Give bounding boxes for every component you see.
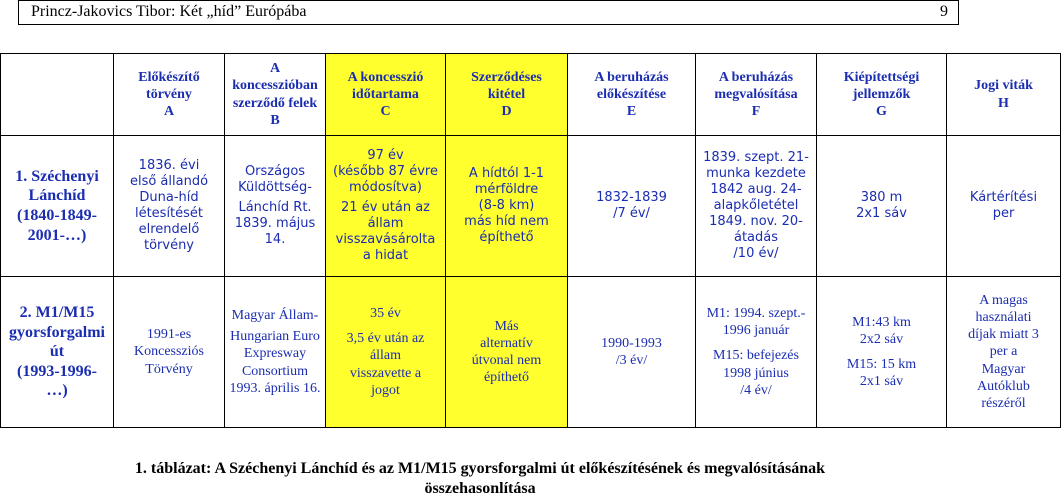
cell-line: szerződő felek bbox=[232, 95, 318, 111]
column-header bbox=[817, 54, 947, 136]
cell-line: 2x1 sáv bbox=[859, 374, 904, 390]
cell-gap bbox=[698, 339, 814, 347]
cell-line: Lánchíd Rt. bbox=[238, 200, 312, 216]
cell-line: kitétel bbox=[487, 86, 526, 102]
cell-line: 380 m bbox=[860, 190, 903, 206]
table-cell bbox=[114, 136, 225, 277]
cell-line: állam bbox=[367, 215, 404, 231]
cell-line: jellemzők bbox=[852, 86, 911, 102]
table-cell bbox=[225, 136, 326, 277]
cell-line: Magyar Állam- bbox=[231, 308, 319, 324]
cell-line: B bbox=[270, 112, 280, 128]
cell-line: más híd nem bbox=[464, 213, 549, 229]
cell-line: F bbox=[751, 104, 761, 120]
cell-line: /3 év/ bbox=[615, 353, 648, 368]
comparison-table bbox=[0, 53, 1061, 428]
cell-line: 1839. május 14. bbox=[234, 215, 316, 247]
cell-line: Magyar bbox=[981, 361, 1026, 377]
cell-line: 1990-1993 bbox=[601, 335, 662, 351]
cell-line: módosítva) bbox=[348, 180, 423, 196]
column-header bbox=[568, 54, 696, 136]
cell-line: 2. M1/M15 bbox=[19, 304, 95, 322]
header-title: Princz-Jakovics Tibor: Két „híd” Európába bbox=[31, 3, 307, 20]
table-row bbox=[1, 277, 1061, 428]
cell-line: Előkészítő bbox=[138, 69, 200, 85]
cell-line: megvalósítása bbox=[714, 86, 798, 102]
table-cell bbox=[326, 136, 446, 277]
cell-line: 2x1 sáv bbox=[856, 206, 907, 221]
cell-line: első állandó bbox=[129, 174, 209, 190]
cell-line: törvény bbox=[146, 86, 192, 102]
cell-line: 2x2 sáv bbox=[859, 331, 904, 347]
cell-line: E bbox=[626, 104, 637, 120]
cell-line: M15: 15 km bbox=[846, 357, 917, 372]
cell-line: per a bbox=[989, 344, 1018, 360]
table-row bbox=[1, 136, 1061, 277]
column-header bbox=[947, 54, 1061, 136]
cell-line: G bbox=[876, 104, 887, 120]
cell-line: 1832-1839 bbox=[596, 190, 667, 206]
caption-line: 1. táblázat: A Széchenyi Lánchíd és az M1/M15 gyorsforgalmi út előkészítésének és megvalósításának bbox=[134, 460, 826, 477]
cell-line: 1849. nov. 20- bbox=[709, 213, 803, 229]
cell-line: M1: 1994. szept.- bbox=[706, 306, 806, 322]
cell-line: H bbox=[998, 95, 1009, 111]
cell-line: építhető bbox=[479, 229, 534, 245]
row-label bbox=[1, 136, 114, 277]
cell-line: /10 év/ bbox=[733, 245, 779, 261]
cell-line: út bbox=[49, 343, 65, 361]
cell-line: útvonal nem bbox=[471, 353, 542, 368]
cell-line: 35 év bbox=[370, 306, 401, 322]
cell-line: 1998 június bbox=[723, 365, 789, 381]
cell-line: jogot bbox=[371, 382, 400, 398]
cell-line: Hungarian Euro bbox=[230, 329, 320, 345]
column-header bbox=[225, 54, 326, 136]
table-cell bbox=[446, 136, 568, 277]
cell-line: 1839. szept. 21- bbox=[703, 150, 809, 166]
row-label bbox=[1, 277, 114, 428]
cell-line: elrendelő bbox=[138, 221, 200, 237]
cell-line: Kártérítési bbox=[969, 190, 1038, 206]
column-header bbox=[114, 54, 225, 136]
cell-line: /7 év/ bbox=[613, 206, 650, 221]
caption-line: összehasonlítása bbox=[424, 479, 536, 497]
cell-line: (később 87 évre bbox=[333, 164, 438, 180]
cell-line: Küldöttség- bbox=[238, 180, 312, 196]
cell-line: A koncesszió bbox=[347, 69, 424, 85]
cell-line: …) bbox=[46, 382, 68, 400]
cell-line: Koncessziós bbox=[134, 344, 204, 360]
cell-line: M1:43 km bbox=[852, 314, 911, 330]
cell-line: Consortium bbox=[241, 363, 309, 379]
table-cell bbox=[446, 277, 568, 428]
cell-gap bbox=[819, 348, 944, 356]
cell-line: Jogi viták bbox=[974, 78, 1033, 94]
table-cell bbox=[817, 277, 947, 428]
cell-line: alternatív bbox=[480, 335, 533, 351]
cell-line: előkészítése bbox=[596, 86, 667, 102]
page-number: 9 bbox=[940, 3, 948, 20]
cell-gap bbox=[328, 322, 443, 330]
column-header bbox=[326, 54, 446, 136]
cell-line: részéről bbox=[981, 395, 1026, 411]
cell-line: állam bbox=[369, 348, 402, 364]
table-cell bbox=[947, 277, 1061, 428]
table-cell bbox=[947, 136, 1061, 277]
cell-line: (1993-1996- bbox=[17, 362, 97, 380]
cell-line: /4 év/ bbox=[740, 382, 772, 398]
cell-line: A magas bbox=[979, 293, 1028, 309]
cell-line: Más bbox=[494, 318, 519, 334]
cell-line: Országos bbox=[244, 164, 306, 180]
cell-line: visszavette a bbox=[349, 365, 422, 381]
cell-line: M15: befejezés bbox=[713, 348, 799, 364]
cell-line: 1996 január bbox=[722, 323, 790, 339]
cell-line: (1840-1849- bbox=[17, 207, 97, 224]
cell-line: Expresway bbox=[243, 346, 307, 362]
cell-line: gyorsforgalmi bbox=[9, 323, 105, 341]
cell-line: 1991-es bbox=[146, 327, 192, 343]
cell-line: visszavásárolta bbox=[335, 231, 436, 247]
table-caption bbox=[0, 459, 960, 498]
table-cell bbox=[225, 277, 326, 428]
cell-line: 2001-…) bbox=[27, 226, 87, 244]
cell-line: átadás bbox=[733, 229, 779, 245]
cell-line: Kiépítettségi bbox=[843, 69, 920, 85]
cell-line: munka kezdete bbox=[706, 166, 806, 182]
cell-line: létesítését bbox=[134, 206, 204, 221]
cell-line: 3,5 év után az bbox=[346, 331, 425, 347]
cell-line: díjak miatt 3 bbox=[968, 327, 1039, 343]
running-header bbox=[18, 0, 959, 25]
table-header-row bbox=[1, 54, 1061, 136]
cell-line: Törvény bbox=[145, 361, 193, 377]
column-header bbox=[696, 54, 817, 136]
corner-cell bbox=[1, 54, 114, 136]
table-cell bbox=[568, 277, 696, 428]
cell-line: mérföldre bbox=[474, 182, 539, 198]
cell-line: 21 év után az bbox=[341, 200, 430, 216]
cell-line: per bbox=[992, 206, 1015, 221]
cell-line: alapkőletétel bbox=[713, 198, 799, 214]
cell-line: használati bbox=[975, 310, 1032, 326]
cell-line: 97 év bbox=[367, 148, 404, 164]
table-cell bbox=[568, 136, 696, 277]
cell-line: A hídtól 1-1 bbox=[468, 166, 545, 182]
cell-line: a hidat bbox=[362, 247, 409, 263]
cell-line: 1993. április 16. bbox=[229, 380, 321, 396]
column-header bbox=[446, 54, 568, 136]
cell-line: Lánchíd bbox=[28, 187, 86, 205]
cell-line: A beruházás bbox=[718, 69, 794, 85]
table-cell bbox=[696, 136, 817, 277]
cell-line: Autóklub bbox=[977, 378, 1030, 394]
cell-line: Szerződéses bbox=[471, 69, 542, 85]
table-cell bbox=[696, 277, 817, 428]
table-cell bbox=[817, 136, 947, 277]
cell-line: A bbox=[163, 104, 175, 120]
cell-line: 1842 aug. 24- bbox=[710, 182, 802, 198]
cell-line: D bbox=[501, 104, 512, 120]
cell-line: 1836. évi bbox=[138, 158, 200, 174]
cell-line: Duna-híd bbox=[139, 190, 199, 206]
cell-line: 1. Széchenyi bbox=[15, 167, 99, 185]
table-cell bbox=[326, 277, 446, 428]
table-cell bbox=[114, 277, 225, 428]
cell-line: A beruházás bbox=[594, 69, 669, 85]
cell-line: (8-8 km) bbox=[478, 198, 535, 214]
cell-line: időtartama bbox=[352, 86, 419, 102]
cell-line: törvény bbox=[143, 237, 195, 253]
cell-line: A koncesszióban bbox=[232, 61, 318, 94]
cell-line: építhető bbox=[483, 370, 530, 386]
cell-line: C bbox=[380, 104, 391, 120]
